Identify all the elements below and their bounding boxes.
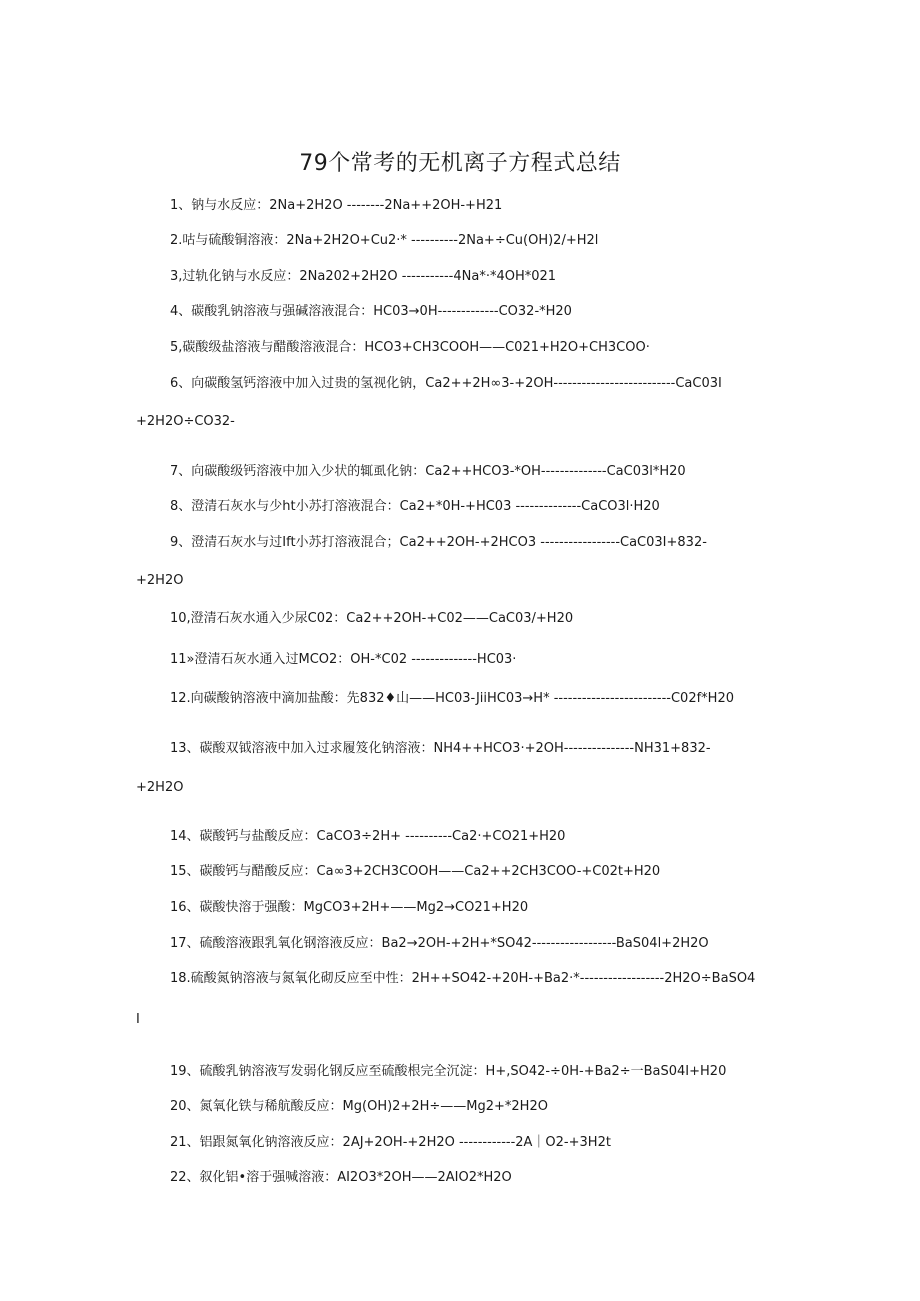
equation-line-11: 11»澄清石灰水通入过MCO2：OH-*C02 --------------HC03· [170,652,517,667]
equation-line-8: 8、澄清石灰水与少ht小苏打溶液混合：Ca2+*0H-+HC03 --------------CaCO3l·H20 [170,499,660,514]
equation-line-4: 4、碳酸乳钠溶液与强碱溶液混合：HC03→0H-------------CO32-*H20 [170,304,572,319]
equation-line-13-cont: +2H2O [136,780,184,795]
equation-line-17: 17、硫酸溶液跟乳氧化钢溶液反应：Ba2→2OH-+2H+*SO42------------------BaS04l+2H2O [170,936,709,951]
equation-line-7: 7、向碳酸级钙溶液中加入少状的辄虱化钠：Ca2++HCO3-*OH--------------CaC03l*H20 [170,464,686,479]
equation-line-9-cont: +2H2O [136,573,184,588]
equation-line-20: 20、氮氧化铁与稀航酸反应：Mg(OH)2+2H÷——Mg2+*2H2O [170,1099,548,1114]
equation-line-22: 22、叙化铝•溶于强喊溶液：AI2O3*2OH——2AIO2*H2O [170,1170,512,1185]
document-title: 79个常考的无机离子方程式总结 [299,151,621,176]
equation-line-5: 5,碳酸级盐溶液与醋酸溶液混合：HCO3+CH3COOH——C021+H2O+CH3COO· [170,340,650,355]
equation-line-6-cont: +2H2O÷CO32- [136,414,235,429]
equation-line-6: 6、向碳酸氢钙溶液中加入过贵的氢视化钠，Ca2++2H∞3-+2OH--------------------------CaC03I [170,376,722,391]
equation-line-21: 21、铝跟氮氧化钠溶液反应：2AJ+2OH-+2H2O ------------2A｜O2-+3H2t [170,1135,611,1150]
equation-line-2: 2.咕与硫酸铜溶液：2Na+2H2O+Cu2·* ----------2Na+÷Cu(OH)2/+H2l [170,233,599,248]
equation-line-10: 10,澄清石灰水通入少尿C02：Ca2++2OH-+C02——CaC03/+H20 [170,611,574,626]
equation-line-16: 16、碳酸快溶于强酸：MgCO3+2H+——Mg2→CO21+H20 [170,900,529,915]
equation-line-9: 9、澄清石灰水与过Ift小苏打溶液混合；Ca2++2OH-+2HCO3 -----------------CaC03I+832- [170,535,707,550]
equation-line-19: 19、硫酸乳钠溶液写发弱化钢反应至硫酸根完全沉淀：H+,SO42-÷0H-+Ba2÷一BaS04I+H20 [170,1064,727,1079]
equation-line-15: 15、碳酸钙与醋酸反应：Ca∞3+2CH3COOH——Ca2++2CH3COO-+C02t+H20 [170,864,661,879]
equation-line-12: 12.向碳酸钠溶液中滴加盐酸：先832♦山——HC03-JiiHC03→H* -------------------------C02f*H20 [170,691,734,706]
equation-line-14: 14、碳酸钙与盐酸反应：CaCO3÷2H+ ----------Ca2·+CO21+H20 [170,829,566,844]
equation-line-1: 1、钠与水反应：2Na+2H2O --------2Na++2OH-+H21 [170,198,503,213]
equation-line-3: 3,过轨化钠与水反应：2Na202+2H2O -----------4Na*·*4OH*021 [170,269,557,284]
equation-line-18: 18.硫酸氮钠溶液与氮氧化砌反应至中性：2H++SO42-+20H-+Ba2·*------------------2H2O÷BaSO4 [170,971,756,986]
equation-line-13: 13、碳酸双钺溶液中加入过求履笈化钠溶液：NH4++HCO3·+2OH---------------NH31+832- [170,741,711,756]
equation-line-18-cont: I [136,1012,140,1027]
